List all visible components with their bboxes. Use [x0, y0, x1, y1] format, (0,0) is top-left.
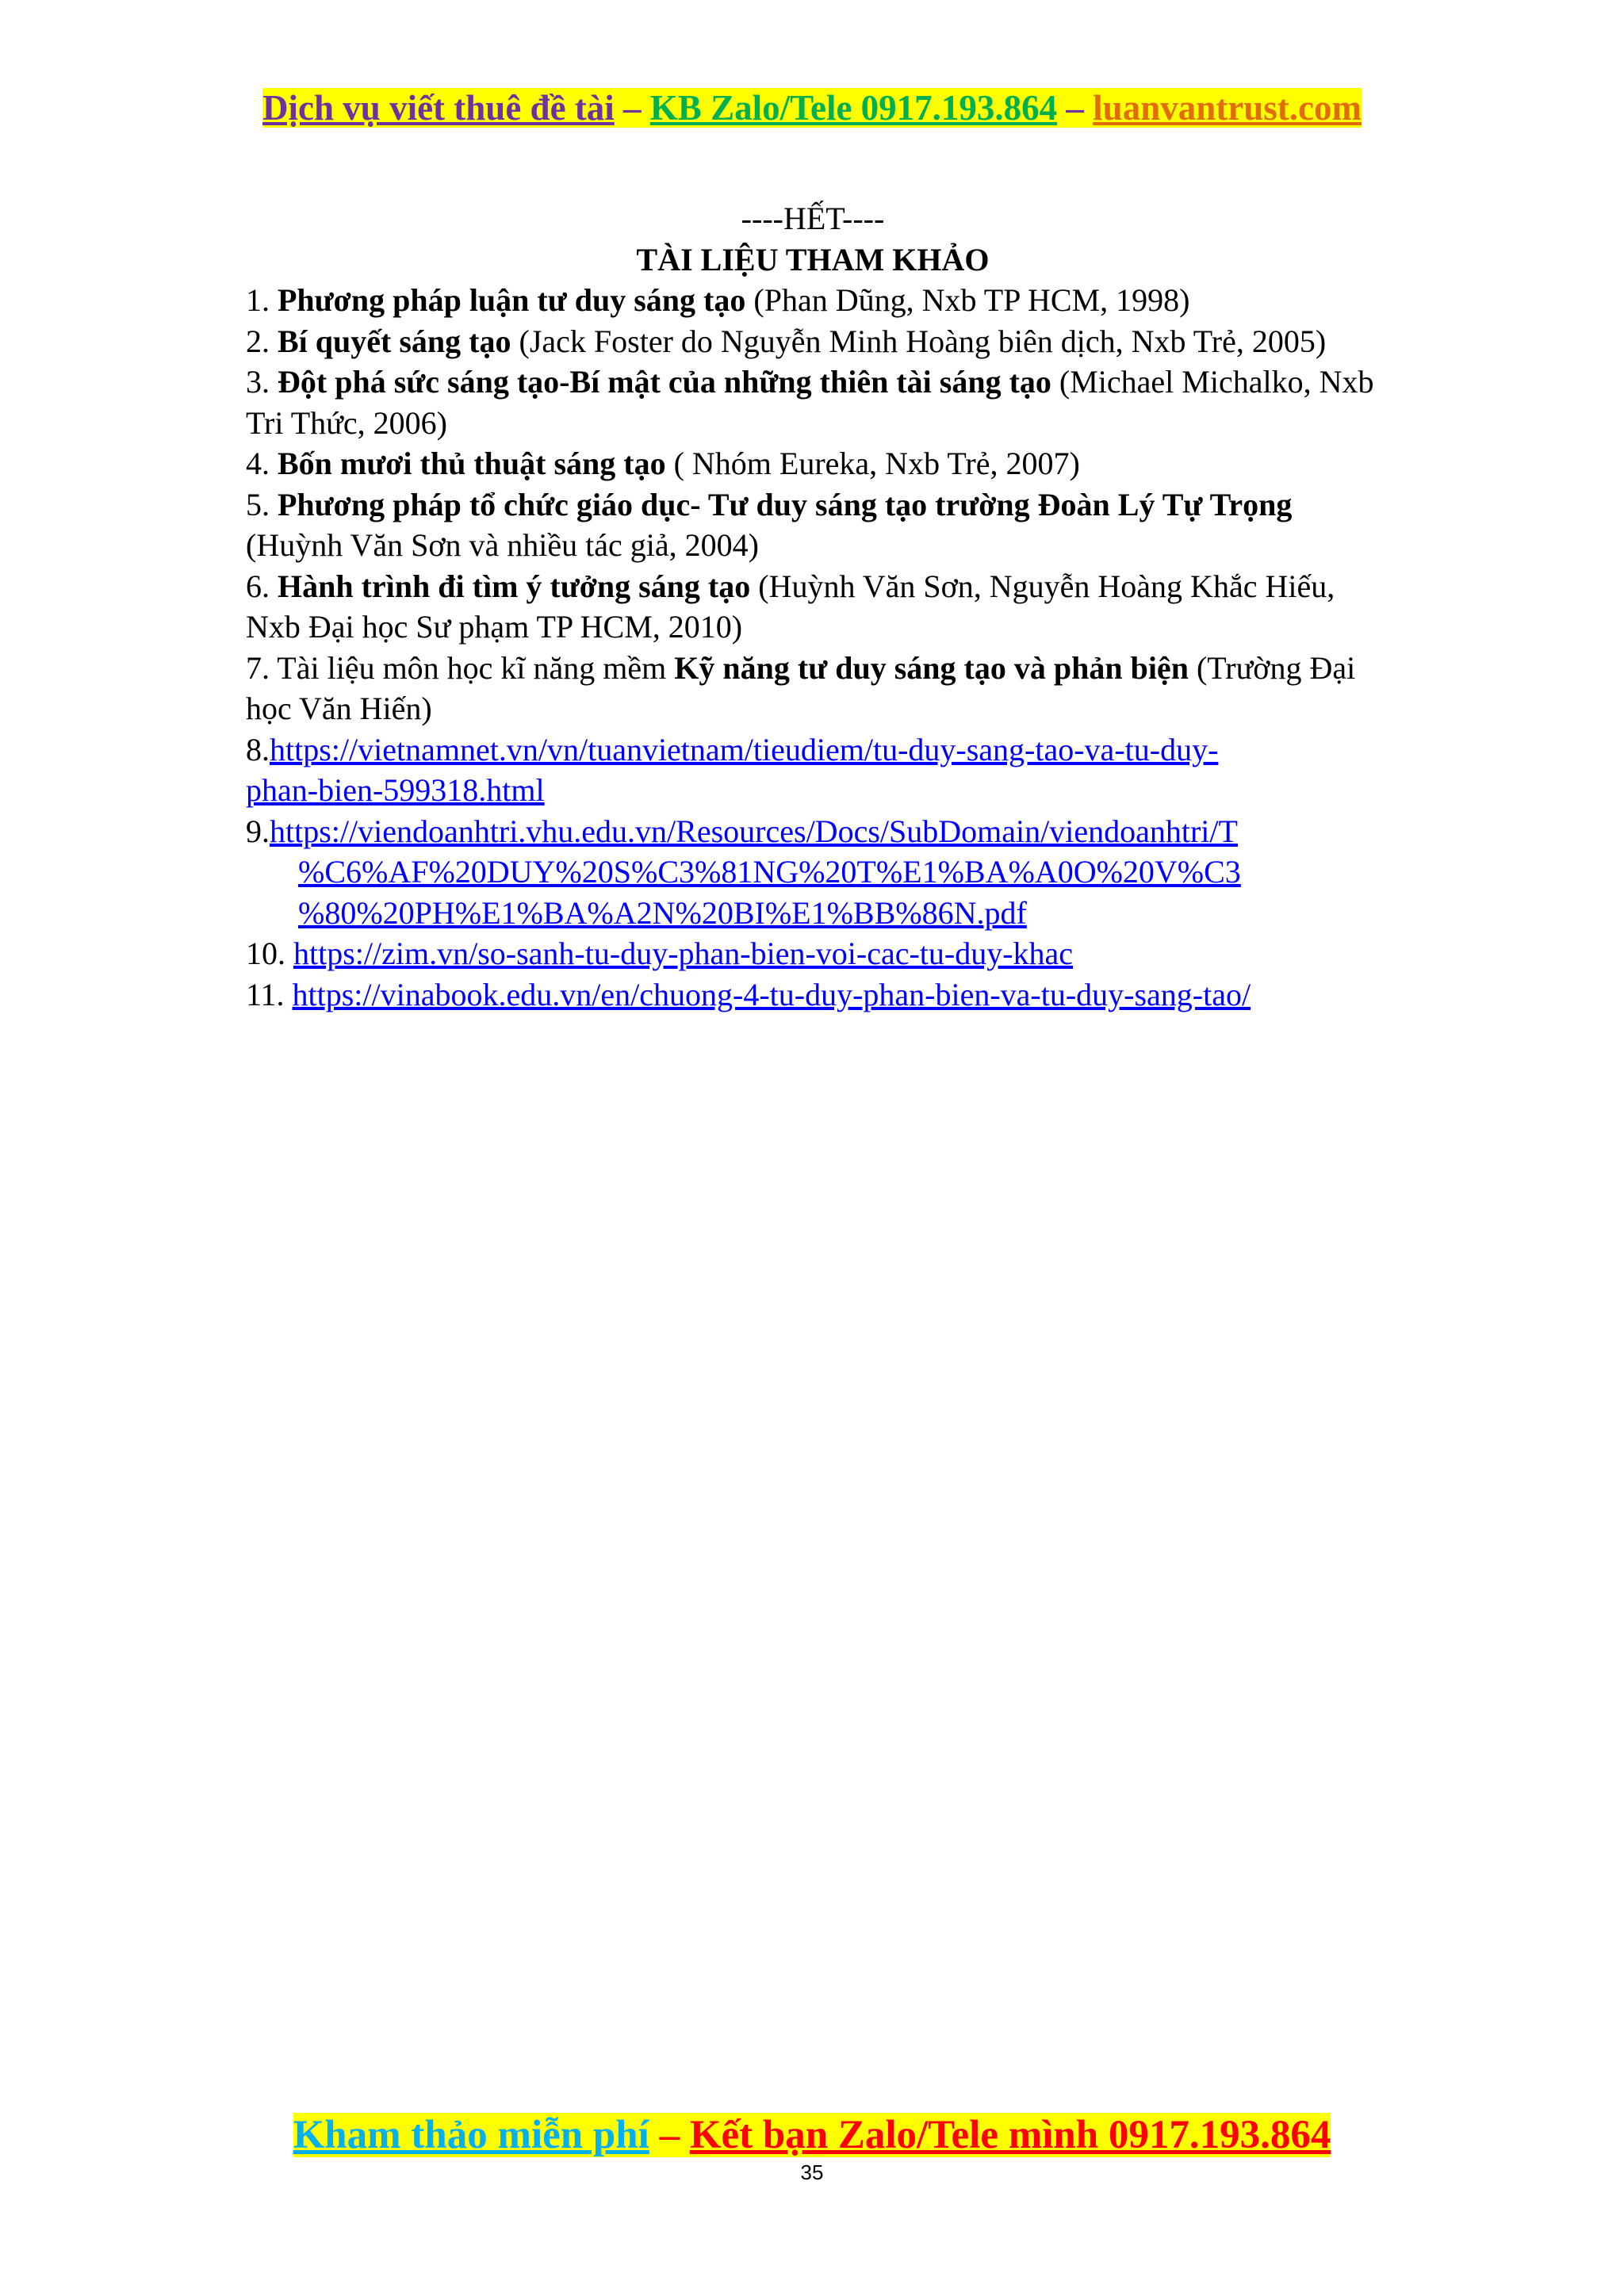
- reference-title: Phương pháp luận tư duy sáng tạo: [278, 282, 746, 318]
- header-contact-text[interactable]: KB Zalo/Tele 0917.193.864: [649, 88, 1058, 128]
- page-number: 35: [800, 2160, 824, 2184]
- reference-title: Bí quyết sáng tạo: [278, 323, 511, 359]
- header-website-link[interactable]: luanvantrust.com: [1093, 88, 1362, 128]
- reference-item: [246, 362, 1380, 443]
- reference-number: 3.: [246, 364, 278, 400]
- header-separator: –: [1057, 88, 1094, 128]
- reference-details: (Huỳnh Văn Sơn, Nguyễn Hoàng Khắc Hiếu, Nxb Đại học Sư phạm TP HCM, 2010): [246, 568, 1335, 645]
- reference-link-line: %80%20PH%E1%BA%A2N%20BI%E1%BB%86N.pdf: [298, 894, 1027, 931]
- reference-number: 2.: [246, 323, 278, 359]
- reference-number: 4.: [246, 446, 278, 481]
- reference-prefix: Tài liệu môn học kĩ năng mềm: [277, 649, 675, 686]
- reference-item: [246, 566, 1380, 648]
- references-title: TÀI LIỆU THAM KHẢO: [636, 241, 990, 277]
- reference-number: 9.: [246, 813, 270, 849]
- reference-number: 6.: [246, 568, 278, 604]
- reference-link[interactable]: https://vinabook.edu.vn/en/chuong-4-tu-duy-phan-bien-va-tu-duy-sang-tao/: [292, 976, 1251, 1012]
- reference-title: Đột phá sức sáng tạo-Bí mật của những thiên tài sáng tạo: [278, 364, 1051, 400]
- reference-title: Phương pháp tổ chức giáo dục- Tư duy sáng tạo trường Đoàn Lý Tự Trọng: [278, 486, 1293, 522]
- reference-details: (Jack Foster do Nguyễn Minh Hoàng biên dịch, Nxb Trẻ, 2005): [511, 323, 1327, 359]
- reference-link-line: phan-bien-599318.html: [246, 772, 545, 808]
- reference-link-line: %C6%AF%20DUY%20S%C3%81NG%20T%E1%BA%A0O%20V%C3: [298, 854, 1241, 890]
- reference-item: [246, 974, 1380, 1016]
- reference-title: Bốn mươi thủ thuật sáng tạo: [278, 446, 666, 481]
- reference-link[interactable]: https://zim.vn/so-sanh-tu-duy-phan-bien-voi-cac-tu-duy-khac: [293, 936, 1074, 971]
- reference-item: [246, 648, 1380, 729]
- reference-details: (Phan Dũng, Nxb TP HCM, 1998): [745, 282, 1190, 318]
- promo-header: [0, 85, 1624, 131]
- reference-item: [246, 321, 1380, 362]
- reference-number: 5.: [246, 486, 278, 522]
- end-mark: ----HẾT----: [741, 201, 885, 236]
- reference-number: 10.: [246, 936, 293, 971]
- reference-details: ( Nhóm Eureka, Nxb Trẻ, 2007): [665, 446, 1080, 481]
- reference-item: [246, 443, 1380, 484]
- reference-item: [246, 484, 1380, 566]
- promo-footer: [0, 2110, 1624, 2160]
- document-body: [246, 198, 1380, 1015]
- header-separator: –: [614, 88, 650, 128]
- reference-details: (Michael Michalko, Nxb Tri Thức, 2006): [246, 364, 1374, 441]
- reference-details: (Huỳnh Văn Sơn và nhiều tác giả, 2004): [246, 527, 759, 563]
- reference-number: 7.: [246, 649, 278, 686]
- reference-title: Hành trình đi tìm ý tưởng sáng tạo: [278, 568, 751, 604]
- footer-separator: –: [649, 2113, 690, 2157]
- reference-title: Kỹ năng tư duy sáng tạo và phản biện: [674, 649, 1189, 686]
- header-service-text[interactable]: Dịch vụ viết thuê đề tài: [262, 88, 615, 128]
- reference-link-line: https://vietnamnet.vn/vn/tuanvietnam/tieudiem/tu-duy-sang-tao-va-tu-duy-: [270, 731, 1219, 767]
- reference-number: 8.: [246, 731, 270, 767]
- reference-details: (Trường Đại học Văn Hiến): [246, 649, 1356, 726]
- reference-link-line: https://viendoanhtri.vhu.edu.vn/Resources/Docs/SubDomain/viendoanhtri/T: [270, 813, 1238, 849]
- reference-item: [246, 729, 1380, 811]
- reference-number: 11.: [246, 976, 293, 1012]
- reference-item: [246, 933, 1380, 974]
- reference-link[interactable]: [246, 813, 1241, 931]
- reference-number: 1.: [246, 282, 278, 318]
- reference-item: [246, 280, 1380, 321]
- reference-item: [246, 811, 1380, 934]
- reference-link[interactable]: [246, 732, 1218, 809]
- footer-contact-text[interactable]: Kết bạn Zalo/Tele mình 0917.193.864: [689, 2113, 1331, 2157]
- footer-free-text[interactable]: Kham thảo miễn phí: [293, 2113, 649, 2157]
